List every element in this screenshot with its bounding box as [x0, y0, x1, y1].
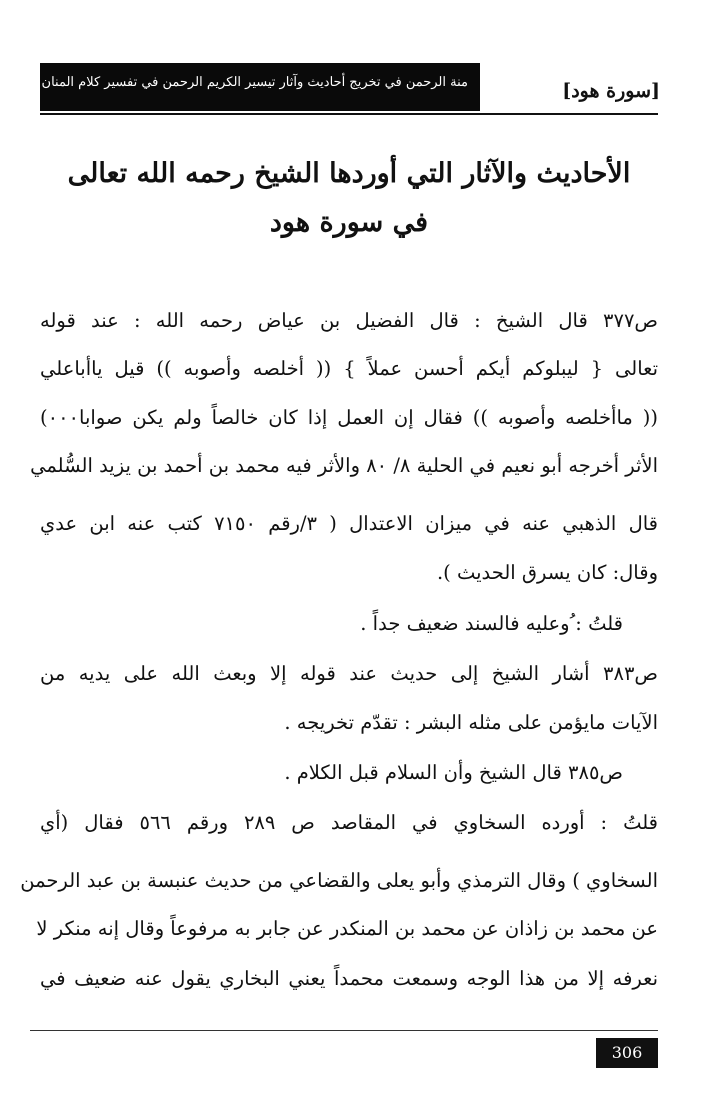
text-line: وقال: كان يسرق الحديث ).: [436, 561, 658, 584]
footer-divider: [30, 1030, 658, 1031]
text-line: قلتُ : أورده السخاوي في المقاصد ص ٢٨٩ ورقم ٥٦٦ فقال (أي: [40, 811, 658, 834]
surah-label: [سورة هود]: [562, 80, 660, 102]
text-line: السخاوي ) وقال الترمذي وأبو يعلى والقضاعي من حديث عنبسة بن عبد الرحمن: [20, 869, 658, 892]
header-divider: [40, 113, 658, 115]
text-line: ص٣٧٧ قال الشيخ : قال الفضيل بن عياض رحمه الله : عند قوله: [40, 309, 658, 332]
page-subtitle: في سورة هود: [269, 207, 429, 238]
page-number: 306: [596, 1038, 658, 1068]
text-line: قلتُ : ُوعليه فالسند ضعيف جداً .: [360, 612, 623, 635]
text-line: ص٣٨٥ قال الشيخ وأن السلام قبل الكلام .: [284, 761, 623, 784]
header-bar: [40, 63, 480, 111]
text-line: الأثر أخرجه أبو نعيم في الحلية ٨/ ٨٠ والأثر فيه محمد بن أحمد بن يزيد السُّلمي: [30, 454, 658, 477]
text-line: ص٣٨٣ أشار الشيخ إلى حديث عند قوله إلا وبعث الله على يديه من: [40, 662, 658, 685]
text-line: قال الذهبي عنه في ميزان الاعتدال ( ٣/رقم ٧١٥٠ كتب عنه ابن عدي: [40, 512, 658, 535]
page-title: الأحاديث والآثار التي أوردها الشيخ رحمه الله تعالى: [67, 158, 631, 189]
text-line: عن محمد بن زاذان عن محمد بن المنكدر عن جابر به مرفوعاً وقال إنه منكر لا: [36, 917, 658, 940]
text-line: الآيات مايؤمن على مثله البشر : تقدّم تخريجه .: [284, 711, 658, 734]
book-title: منة الرحمن في تخريج أحاديث وآثار تيسير الكريم الرحمن في تفسير كلام المنان: [41, 75, 468, 90]
text-line: نعرفه إلا من هذا الوجه وسمعت محمداً يعني البخاري يقول عنه ضعيف في: [40, 967, 658, 990]
text-line: (( ماأخلصه وأصوبه )) فقال إن العمل إذا كان خالصاً ولم يكن صوابا٠٠٠): [40, 406, 658, 429]
text-line: تعالى { ليبلوكم أيكم أحسن عملاً } (( أخلصه وأصوبه )) قيل ياأباعلي: [40, 357, 658, 380]
